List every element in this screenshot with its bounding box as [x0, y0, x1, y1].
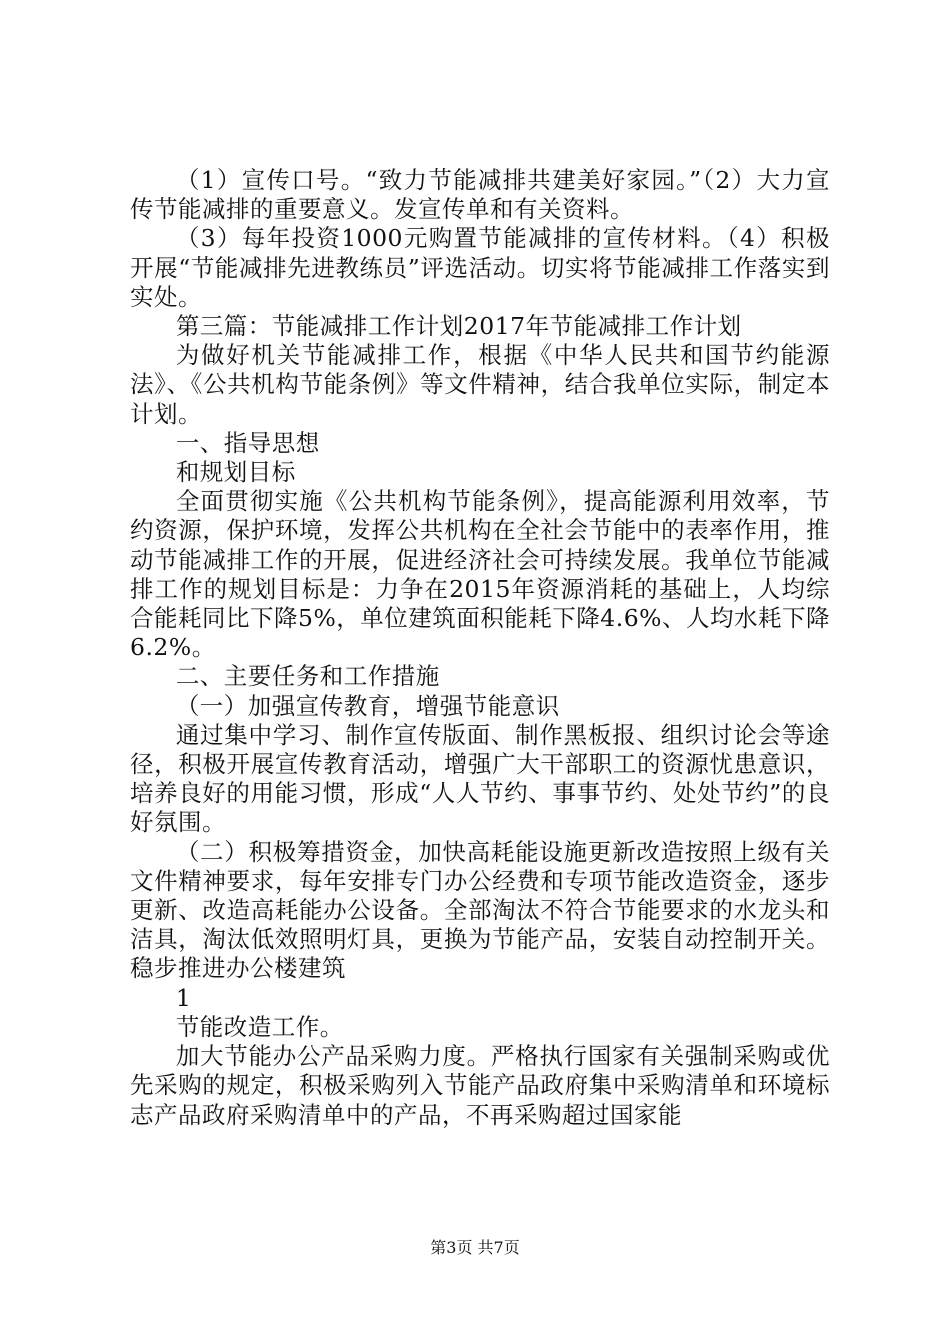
document-body	[130, 166, 830, 1130]
section-title-part-three: 第三篇：节能减排工作计划2017年节能减排工作计划	[175, 312, 742, 341]
paragraph-funding: （二）积极筹措资金，加快高耗能设施更新改造按照上级有关文件精神要求，每年安排专门办公经费和专项节能改造资金，逐步更新、改造高耗能办公设备。全部淘汰不符合节能要求的水龙头和洁具，淘汰低效照明灯具，更换为节能产品，安装自动控制开关。稳步推进办公楼建筑	[130, 837, 830, 983]
paragraph-publicity: 通过集中学习、制作宣传版面、制作黑板报、组织讨论会等途径，积极开展宣传教育活动，增强广大干部职工的资源忧患意识，培养良好的用能习惯，形成“人人节约、事事节约、处处节约”的良好氛围。	[130, 720, 830, 837]
paragraph-slogan: （1）宣传口号。“致力节能减排共建美好家园。”（2）大力宣传节能减排的重要意义。发宣传单和有关资料。	[130, 166, 830, 224]
heading-planning-goal: 和规划目标	[175, 458, 296, 487]
heading-guiding-thought: 一、指导思想	[175, 428, 320, 457]
paragraph-renovation: 节能改造工作。	[175, 1012, 344, 1041]
inline-page-number: 1	[175, 983, 192, 1012]
paragraph-goals: 全面贯彻实施《公共机构节能条例》，提高能源利用效率，节约资源，保护环境，发挥公共机构在全社会节能中的表率作用，推动节能减排工作的开展，促进经济社会可持续发展。我单位节能减排工作的规划目标是：力争在2015年资源消耗的基础上，人均综合能耗同比下降5%，单位建筑面积能耗下降4.6%、人均水耗下降6.2%。	[130, 487, 830, 662]
paragraph-intro: 为做好机关节能减排工作，根据《中华人民共和国节约能源法》、《公共机构节能条例》等文件精神，结合我单位实际，制定本计划。	[130, 341, 830, 428]
paragraph-investment: （3）每年投资1000元购置节能减排的宣传材料。（4）积极开展“节能减排先进教练员”评选活动。切实将节能减排工作落实到实处。	[130, 224, 830, 311]
heading-main-tasks: 二、主要任务和工作措施	[175, 662, 440, 691]
page-footer: 第3页 共7页	[430, 1238, 520, 1257]
paragraph-procurement: 加大节能办公产品采购力度。严格执行国家有关强制采购或优先采购的规定，积极采购列入节能产品政府集中采购清单和环境标志产品政府采购清单中的产品，不再采购超过国家能	[130, 1042, 830, 1129]
subheading-publicity: （一）加强宣传教育，增强节能意识	[175, 691, 560, 720]
